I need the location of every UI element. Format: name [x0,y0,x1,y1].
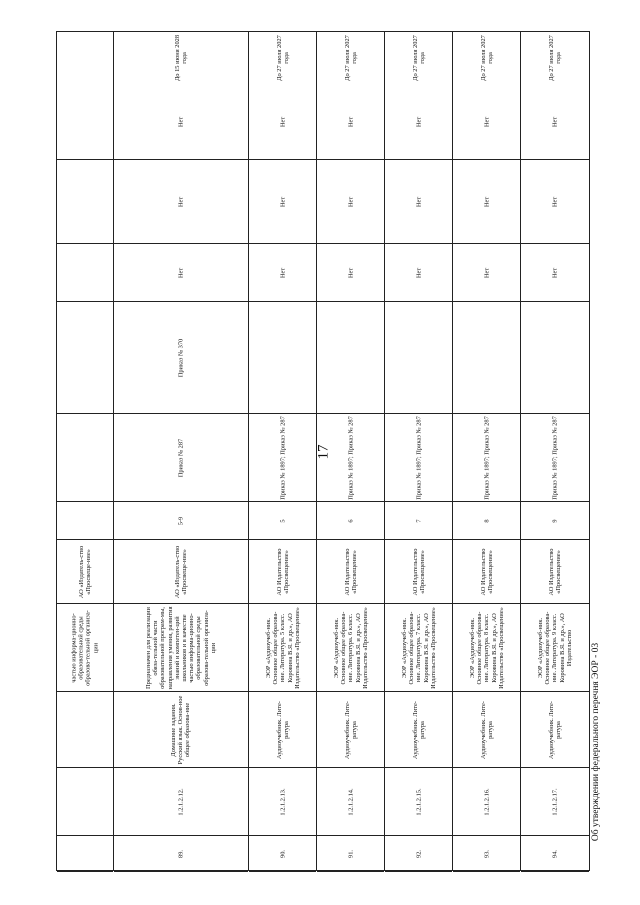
table-cell-order2 [385,302,452,414]
cell-text: Нет [551,267,559,278]
cell-text: Нет [414,267,422,278]
table-cell-name [249,692,316,768]
table-cell-date [114,32,248,84]
cell-text: До 27 июля 2027 года [411,35,426,81]
cell-text: Аудиоучебник. Лите-ратура [275,700,290,759]
table-cell-c3 [57,84,113,160]
table-cell-c1 [385,244,452,302]
table-cell-order1 [453,414,520,502]
table-cell-num [385,836,452,872]
cell-text: 92. [414,849,422,858]
table-cell-name [57,692,113,768]
table-cell-date [453,32,520,84]
cell-text: До 27 июля 2027 года [479,35,494,81]
table-cell-c2 [385,160,452,244]
cell-text: 5-9 [177,516,185,525]
cell-text: Аудиоучебник. Лите-ратура [479,700,494,759]
cell-text: 7 [414,518,422,523]
cell-text: 1.2.1.2.12. [177,787,185,816]
cell-text: До 27 июля 2027 года [343,35,358,81]
table-cell-code [57,768,113,836]
table-cell-num [317,836,384,872]
cell-text: Приказ № 1897; Приказ № 287 [482,415,490,500]
cell-text: Приказ № 1897; Приказ № 287 [346,415,354,500]
table-cell-date [317,32,384,84]
cell-text: До 27 июля 2027 года [547,35,562,81]
table-cell-publisher [114,540,248,604]
table-cell-grade [385,502,452,540]
cell-text: 94. [551,849,559,858]
cell-text: 9 [551,518,559,523]
cell-text: Нет [346,267,354,278]
table-cell-order1 [317,414,384,502]
cell-text: ЭОР «Аудиоучеб-ник. Основное общее образова-ние. Литература. 7 класс. Коровина В.Я. и др.», АО Издательство «Просвещение» [400,606,437,689]
table-cell-num [249,836,316,872]
table-cell-c3 [114,84,248,160]
table-row [249,32,317,870]
cell-text: До 15 июня 2028 года [173,34,188,82]
table-cell-grade [453,502,520,540]
cell-text: Нет [278,267,286,278]
cell-text: Нет [346,196,354,207]
table-row [385,32,453,870]
table-cell-order2 [521,302,589,414]
cell-text: Нет [278,196,286,207]
table-cell-grade [521,502,589,540]
table-cell-code [521,768,589,836]
cell-text: АО «Издатель-ство «Просвеще-ние» [173,545,188,598]
table-cell-num [57,836,113,872]
cell-text: Приказ № 287 [177,438,185,477]
cell-text: Приказ № 370 [177,338,185,377]
table-cell-date [57,32,113,84]
table-cell-code [385,768,452,836]
table-cell-c2 [249,160,316,244]
table-cell-publisher [317,540,384,604]
table-row [521,32,589,870]
cell-text: АО Издательство «Просвещение» [547,548,562,595]
table-cell-desc [521,604,589,692]
table-cell-code [249,768,316,836]
table-row [57,32,114,870]
table-cell-publisher [385,540,452,604]
cell-text: АО Издательство «Просвещение» [411,548,426,595]
cell-text: 6 [346,518,354,523]
table-cell-name [521,692,589,768]
table-cell-name [317,692,384,768]
table-row [453,32,521,870]
table-cell-num [453,836,520,872]
table-row [317,32,385,870]
table-cell-c1 [57,244,113,302]
table-cell-desc [57,604,113,692]
table-cell-grade [57,502,113,540]
table-cell-date [521,32,589,84]
cell-text: АО Издательство «Просвещение» [479,548,494,595]
cell-text: Приказ № 1897; Приказ № 287 [278,415,286,500]
cell-text: 1.2.1.2.14. [346,787,354,816]
table-cell-code [114,768,248,836]
cell-text: Нет [414,196,422,207]
table-cell-date [385,32,452,84]
table-cell-desc [317,604,384,692]
cell-text: 1.2.1.2.17. [551,787,559,816]
footer-caption: Об утверждении федерального перечня ЭОР - 03 [591,642,601,842]
cell-text: Нет [482,267,490,278]
table-cell-c1 [453,244,520,302]
cell-text: 1.2.1.2.13. [278,787,286,816]
cell-text: Нет [177,196,185,207]
table-cell-code [453,768,520,836]
table-cell-grade [317,502,384,540]
cell-text: До 27 июля 2027 года [275,35,290,81]
table-cell-grade [249,502,316,540]
table-cell-code [317,768,384,836]
table-row [114,32,249,870]
table-cell-num [114,836,248,872]
cell-text: ЭОР «Аудиоучеб-ник. Основное общее образова-ние. Литература. 8 класс. Коровина В.Я. и др.», АО Издательство «Просвещение» [468,606,505,689]
table-cell-c1 [317,244,384,302]
table-cell-c1 [521,244,589,302]
table-cell-num [521,836,589,872]
table-cell-publisher [57,540,113,604]
cell-text: 8 [482,518,490,523]
table-cell-c2 [57,160,113,244]
cell-text: АО Издательство «Просвещение» [343,548,358,595]
cell-text: 1.2.1.2.16. [482,787,490,816]
table-cell-order1 [521,414,589,502]
table-cell-publisher [249,540,316,604]
cell-text: Нет [551,116,559,127]
table-cell-desc [385,604,452,692]
cell-text: Нет [482,196,490,207]
cell-text: Нет [414,116,422,127]
table-cell-c3 [249,84,316,160]
cell-text: ЭОР «Аудиоучеб-ник. Основное общее образова-ние. Литература. 5 класс. Коровина В.Я. и др.», АО Издательство «Просвещение» [264,606,301,689]
table-cell-c1 [249,244,316,302]
cell-text: 93. [482,849,490,858]
cell-text: Приказ № 1897; Приказ № 287 [414,415,422,500]
cell-text: 5 [278,518,286,523]
table-cell-c3 [521,84,589,160]
cell-text: АО Издательство «Просвещение» [275,548,290,595]
cell-text: 1.2.1.2.15. [414,787,422,816]
table-cell-order1 [385,414,452,502]
cell-text: частью информа-ционно-образовательной среды образова-тельной организа-ции [70,609,100,686]
table-cell-order2 [249,302,316,414]
table-cell-c3 [453,84,520,160]
table-cell-grade [114,502,248,540]
cell-text: Приказ № 1897; Приказ № 287 [551,415,559,500]
table-cell-c2 [114,160,248,244]
table-cell-c3 [317,84,384,160]
page-number: 17 [315,444,332,460]
cell-text: АО «Издатель-ство «Просвеще-ние» [77,545,92,598]
cell-text: Аудиоучебник. Лите-ратура [411,700,426,759]
table-cell-order2 [114,302,248,414]
cell-text: Предназначен для реализации обяза-тельной части образовательной програм-мы, направления умения, развития знаний и компетен-ций школьников и в качестве частью информа-ционно-образовательной среды образова-тельной организа-ции [144,605,217,690]
table-cell-name [114,692,248,768]
table-cell-desc [249,604,316,692]
table-cell-order2 [57,302,113,414]
table-cell-date [249,32,316,84]
table-cell-publisher [521,540,589,604]
table-cell-name [385,692,452,768]
cell-text: ЭОР «Аудиоучеб-ник. Основное общее образова-ние. Литература. 6 класс. Коровина В.Я. и др.», АО Издательство «Просвещение» [332,606,369,689]
document-table [56,31,590,871]
table-cell-order1 [249,414,316,502]
cell-text: Нет [177,267,185,278]
cell-text: ЭОР «Аудиоучеб-ник. Основное общее образова-ние. Литература. 9 класс. Коровина В.Я. и др.», АО Издательство [536,611,573,684]
table-cell-c1 [114,244,248,302]
cell-text: 91. [346,849,354,858]
table-cell-c2 [521,160,589,244]
table-cell-desc [114,604,248,692]
table-cell-c3 [385,84,452,160]
cell-text: Домашние задания. Русский язык. Основ-ное общее образова-ние [170,695,192,764]
cell-text: Аудиоучебник. Лите-ратура [343,700,358,759]
table-cell-order1 [57,414,113,502]
cell-text: Аудиоучебник. Лите-ратура [547,700,562,759]
table-cell-order2 [453,302,520,414]
table-cell-name [453,692,520,768]
cell-text: Нет [482,116,490,127]
table-cell-c2 [317,160,384,244]
table-cell-order1 [114,414,248,502]
cell-text: 89. [177,849,185,858]
cell-text: Нет [346,116,354,127]
cell-text: Нет [177,116,185,127]
table-cell-c2 [453,160,520,244]
cell-text: Нет [278,116,286,127]
cell-text: Нет [551,196,559,207]
table-cell-publisher [453,540,520,604]
table-cell-order2 [317,302,384,414]
cell-text: 90. [278,849,286,858]
table-cell-desc [453,604,520,692]
